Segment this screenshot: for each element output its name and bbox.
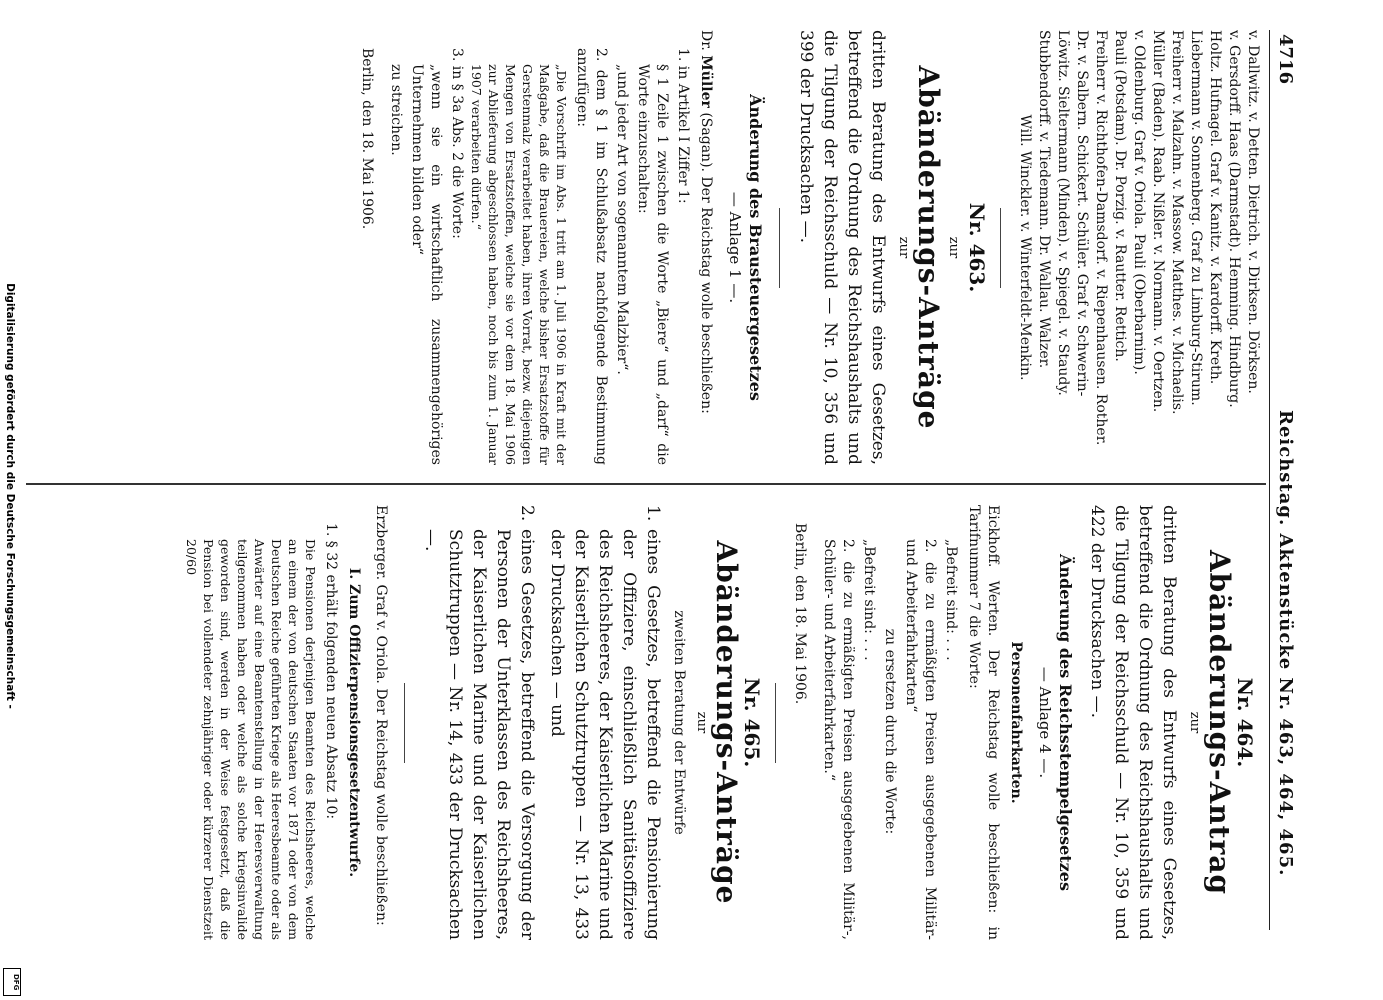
separator-rule <box>404 683 405 763</box>
item-1-quote: „und jeder Art von sogenanntem Malzbier“. <box>614 64 630 375</box>
signatories-list <box>1015 30 1262 465</box>
item-1-lead: 1. in Artikel I Ziffer 1: <box>675 48 691 204</box>
document-number-464: Nr. 464. <box>1233 677 1257 768</box>
signatory-line: v. Dallwitz. v. Detten. Dietrich. v. Dirksen. Dörksen. <box>1245 30 1261 394</box>
signatory-line: Müller (Baden). Raab. Nißler. v. Normann. v. Oertzen. <box>1150 30 1166 413</box>
signatory-line: v. Gersdorff. Haas (Darmstadt). Hemming. Hindburg. <box>1226 30 1242 408</box>
item-3-quote: „wenn sie ein wirtschaftlich zusammengehöriges Unternehmen bilden oder“ <box>409 64 444 465</box>
item-2-lead: 2. dem § 1 im Schlußabsatz nachfolgende Bestimmung anzufügen: <box>574 48 609 465</box>
quote-point-2b: 2. die zu ermäßigten Preisen ausgegebenen Militär-, Schüler- und Arbeiterfahrkarten.“ <box>821 539 856 940</box>
signatory-line: Dr. v. Salbern. Schickert. Schüler. Graf v. Schwerin- <box>1074 30 1090 397</box>
page-header <box>1269 30 1298 930</box>
signatory-line: Freiherr v. Richthofen-Damsdorf. v. Riepenhausen. Rother. <box>1093 30 1109 446</box>
page-number: 4716 <box>1275 34 1296 85</box>
title-464: Abänderungs-Antrag <box>1203 549 1236 896</box>
item-2-quote: „Die Vorschrift im Abs. 1 tritt am 1. Juli 1906 in Kraft mit der Maßgabe, daß die Brauereien, welche bisher Ersatzstoffe für Gerstenmalz verarbeitet haben, ihren Vorrat, bezw. diejenigen Mengen von Ersatzstoffen, welche sie vor dem 18. Mai 1906 zur Ablieferung abgeschlossen haben, noch bis zum 1. Januar 1907 verarbeiten dürfen.“ <box>469 64 569 465</box>
document-page <box>10 0 1310 990</box>
signatory-line: Löwitz. Sieltermann (Minden). v. Spiegel. v. Staudy. <box>1055 30 1071 396</box>
signatory-line: Freiherr v. Malzahn. v. Massow. Matthes. v. Michaelis. <box>1169 30 1185 415</box>
signatory-line: Liebermann v. Sonnenberg. Graf zu Limburg-Stirum. <box>1188 30 1204 406</box>
column-divider <box>26 483 1266 485</box>
right-column <box>181 505 1262 940</box>
motion-intro-465: Erzberger. Graf v. Oriola. Der Reichstag wolle beschließen: <box>373 505 389 926</box>
list-item: 1. eines Gesetzes, betreffend die Pensionierung der Offiziere, einschließlich Sanitätsoffiziere des Reichsheeres, der Kaiserlichen Marine und der Kaiserlichen Schutztruppen — Nr. 13, 433 der Drucksachen — und <box>547 505 663 940</box>
bill-item-1: eines Gesetzes, betreffend die Pensionierung der Offiziere, einschließlich Sanitätsoffiziere des Reichsheeres, der Kaiserlichen Marine und der Kaiserlichen Schutztruppen — Nr. 13, 433 der Drucksachen — und <box>547 529 663 940</box>
paragraph-32: 1. § 32 erhält folgenden neuen Absatz 10: <box>323 523 339 820</box>
signatory-line: v. Oldenburg. Graf v. Oriola. Pauli (Oberbarnim). <box>1131 30 1147 375</box>
title-465: Abänderungs-Anträge <box>710 540 743 905</box>
lead-text-465: zweiten Beratung der Entwürfe <box>671 610 687 835</box>
roman-heading: I. Zum Offizierpensionsgesetzentwurfe. <box>346 567 362 878</box>
credit-text: Digitalisierung gefördert durch die Deutsche Forschungsgemeinschaft - <box>4 283 16 709</box>
list-item: 2. eines Gesetzes, betreffend die Versorgung der Personen der Unterklassen des Reichsheeres, der Kaiserlichen Marine und der Kaiserlichen Schutztruppen — Nr. 14, 433 der Drucksachen —. <box>421 505 537 940</box>
zur-label: zur <box>1187 711 1202 734</box>
motion-author: Müller <box>698 55 714 108</box>
motion-intro: Dr. Müller (Sagan). Der Reichstag wolle beschließen: <box>698 30 714 414</box>
separator-rule <box>1000 208 1001 288</box>
subheading-reichsstempel: Änderung des Reichsstempelgesetzes <box>1056 554 1075 891</box>
replace-instruction: zu ersetzen durch die Worte: <box>882 628 898 835</box>
subheading-brausteuer: Änderung des Brausteuergesetzes <box>746 94 765 401</box>
anlage-label: — Anlage 4 —. <box>1036 666 1054 779</box>
signatory-line: Stubbendorff. v. Tiedemann. Dr. Wallau. Walzer. <box>1036 30 1052 369</box>
date-line-464: Berlin, den 18. Mai 1906. <box>792 523 808 705</box>
bill-item-2: eines Gesetzes, betreffend die Versorgung der Personen der Unterklassen des Reichsheeres, der Kaiserlichen Marine und der Kaiserlichen Schutztruppen — Nr. 14, 433 der Drucksachen —. <box>421 529 537 940</box>
bill-list <box>419 505 665 940</box>
left-column <box>353 30 1262 465</box>
subheading-personenfahrkarten: Personenfahrkarten. <box>1008 641 1024 804</box>
lead-text-463: dritten Beratung des Entwurfs eines Gesetzes, betreffend die Ordnung des Reichshaushalts und die Tilgung der Reichsschuld — Nr. 10, 356 und 399 der Drucksachen —. <box>796 30 888 465</box>
quote-befreit-2: „Befreit sind: . . . <box>861 539 877 661</box>
separator-rule <box>775 683 776 763</box>
quote-befreit-1: „Befreit sind: . . . <box>943 539 959 661</box>
dfg-logo: DFG <box>3 968 21 996</box>
title-463: Abänderungs-Anträge <box>912 65 945 430</box>
item-1-body: § 1 Zeile 1 zwischen die Worte „Biere“ und „darf“ die Worte einzuschalten: <box>635 64 670 465</box>
item-3-lead: 3. in § 3a Abs. 2 die Worte: <box>449 48 465 239</box>
zur-label: zur <box>896 236 911 259</box>
separator-rule <box>779 208 780 288</box>
date-line-463: Berlin, den 18. Mai 1906. <box>359 48 375 230</box>
document-number-465: Nr. 465. <box>740 677 764 768</box>
anlage-label: — Anlage 1 —. <box>726 191 744 304</box>
document-number-463: Nr. 463. <box>965 202 989 293</box>
zur-label: zur <box>694 711 709 734</box>
item-3-tail: zu streichen. <box>388 64 404 156</box>
signatory-line: Holtz. Hufnagel. Graf v. Kanitz. v. Kardorff. Kreth. <box>1207 30 1223 385</box>
quote-point-2a: 2. die zu ermäßigten Preisen ausgegebenen Militär- und Arbeiterfahrkarten“ <box>903 539 938 940</box>
zur-label: zur <box>946 236 961 259</box>
paragraph-32-quote: Die Pensionen derjenigen Beamten des Reichsheeres, welche an einem der von deutschen Staaten vor 1871 oder von dem Deutschen Reiche geführten Kriege als Heeresbeamte oder als Anwärter auf eine Beamtenstellung in der Heeresverwaltung teilgenommen haben oder welche als solche kriegsinvalide geworden sind, werden in der Weise festgesetzt, daß die Pension bei vollendeter zehnjähriger oder kürzerer Dienstzeit 20/60 <box>184 539 318 940</box>
header-title: Reichstag. Aktenstücke Nr. 463, 464, 465. <box>1275 410 1296 877</box>
motion-intro-464: Eickhoff. Werten. Der Reichstag wolle beschließen: in Tarifnummer 7 die Worte: <box>966 505 1001 940</box>
lead-text-464: dritten Beratung des Entwurfs eines Gesetzes, betreffend die Ordnung des Reichshaushalts und die Tilgung der Reichsschuld — Nr. 10, 359 und 422 der Drucksachen —. <box>1087 505 1179 940</box>
signatory-line: Pauli (Potsdam). Dr. Porzig. v. Rautter. Rettich. <box>1112 30 1128 362</box>
motion-intro-rest: (Sagan). Der Reichstag wolle beschließen: <box>698 112 714 414</box>
signatory-line: Will. Winckler. v. Winterfeldt-Menkin. <box>1017 114 1033 381</box>
